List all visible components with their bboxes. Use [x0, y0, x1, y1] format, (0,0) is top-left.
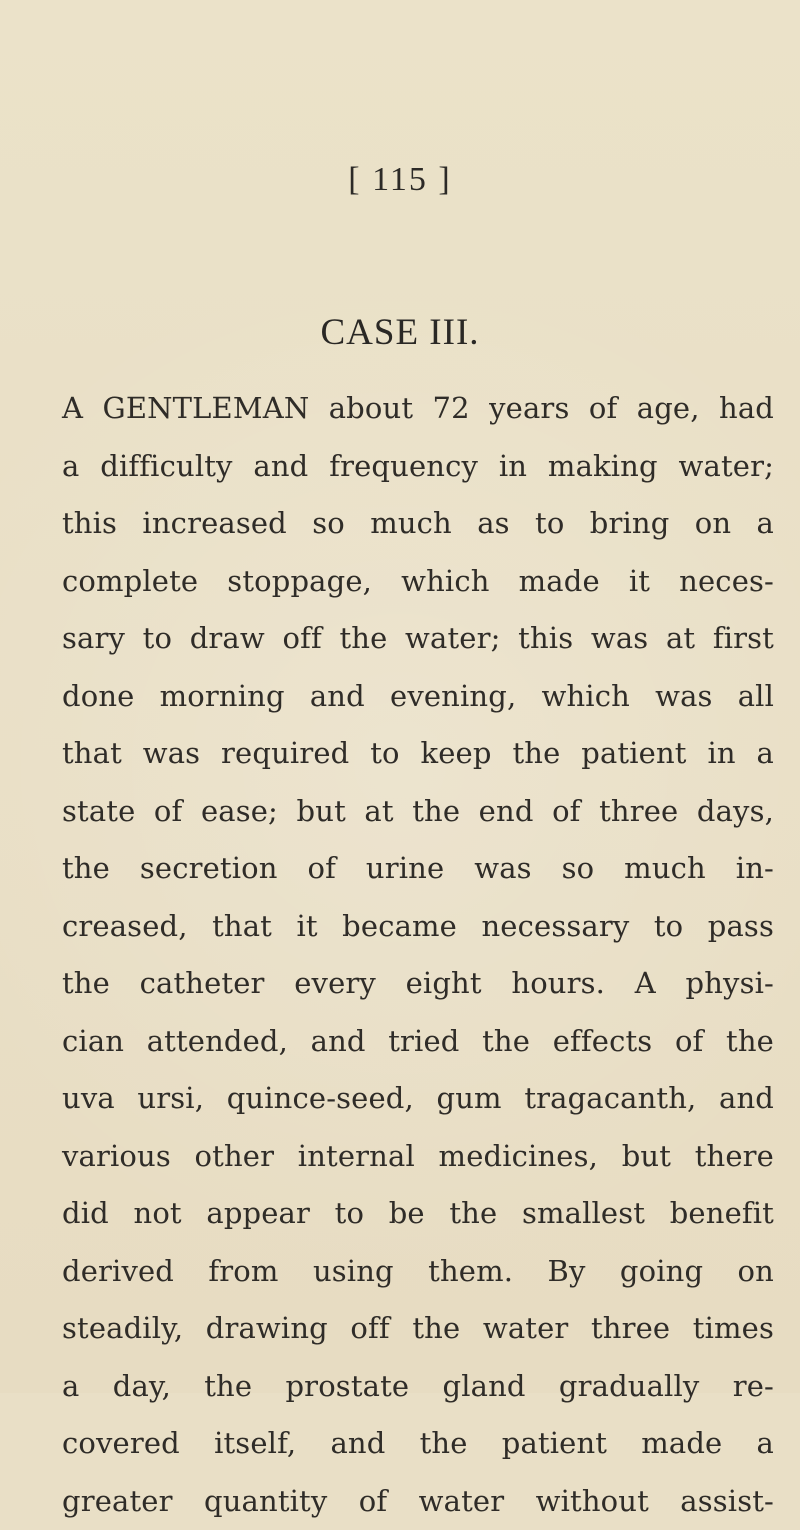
text-line: that was required to keep the patient in a [62, 725, 774, 783]
text-line: steadily, drawing off the water three times [62, 1300, 774, 1358]
text-line: creased, that it became necessary to pass [62, 898, 774, 956]
text-line: greater quantity of water without assist- [62, 1473, 774, 1530]
text-line: did not appear to be the smallest benefit [62, 1185, 774, 1243]
text-line: the catheter every eight hours. A physi- [62, 955, 774, 1013]
text-line: A GENTLEMAN about 72 years of age, had [62, 380, 774, 438]
text-line: this increased so much as to bring on a [62, 495, 774, 553]
text-line: a day, the prostate gland gradually re- [62, 1358, 774, 1416]
text-line: uva ursi, quince-seed, gum tragacanth, and [62, 1070, 774, 1128]
text-line: derived from using them. By going on [62, 1243, 774, 1301]
body-text [62, 380, 774, 1530]
text-line: various other internal medicines, but there [62, 1128, 774, 1186]
case-title: CASE III. [0, 312, 800, 354]
text-line: cian attended, and tried the effects of the [62, 1013, 774, 1071]
text-line: sary to draw off the water; this was at first [62, 610, 774, 668]
page-number: [ 115 ] [0, 160, 800, 200]
text-line: complete stoppage, which made it neces- [62, 553, 774, 611]
text-line: state of ease; but at the end of three days, [62, 783, 774, 841]
text-line: done morning and evening, which was all [62, 668, 774, 726]
text-line: covered itself, and the patient made a [62, 1415, 774, 1473]
text-line: the secretion of urine was so much in- [62, 840, 774, 898]
text-line: a difficulty and frequency in making water; [62, 438, 774, 496]
